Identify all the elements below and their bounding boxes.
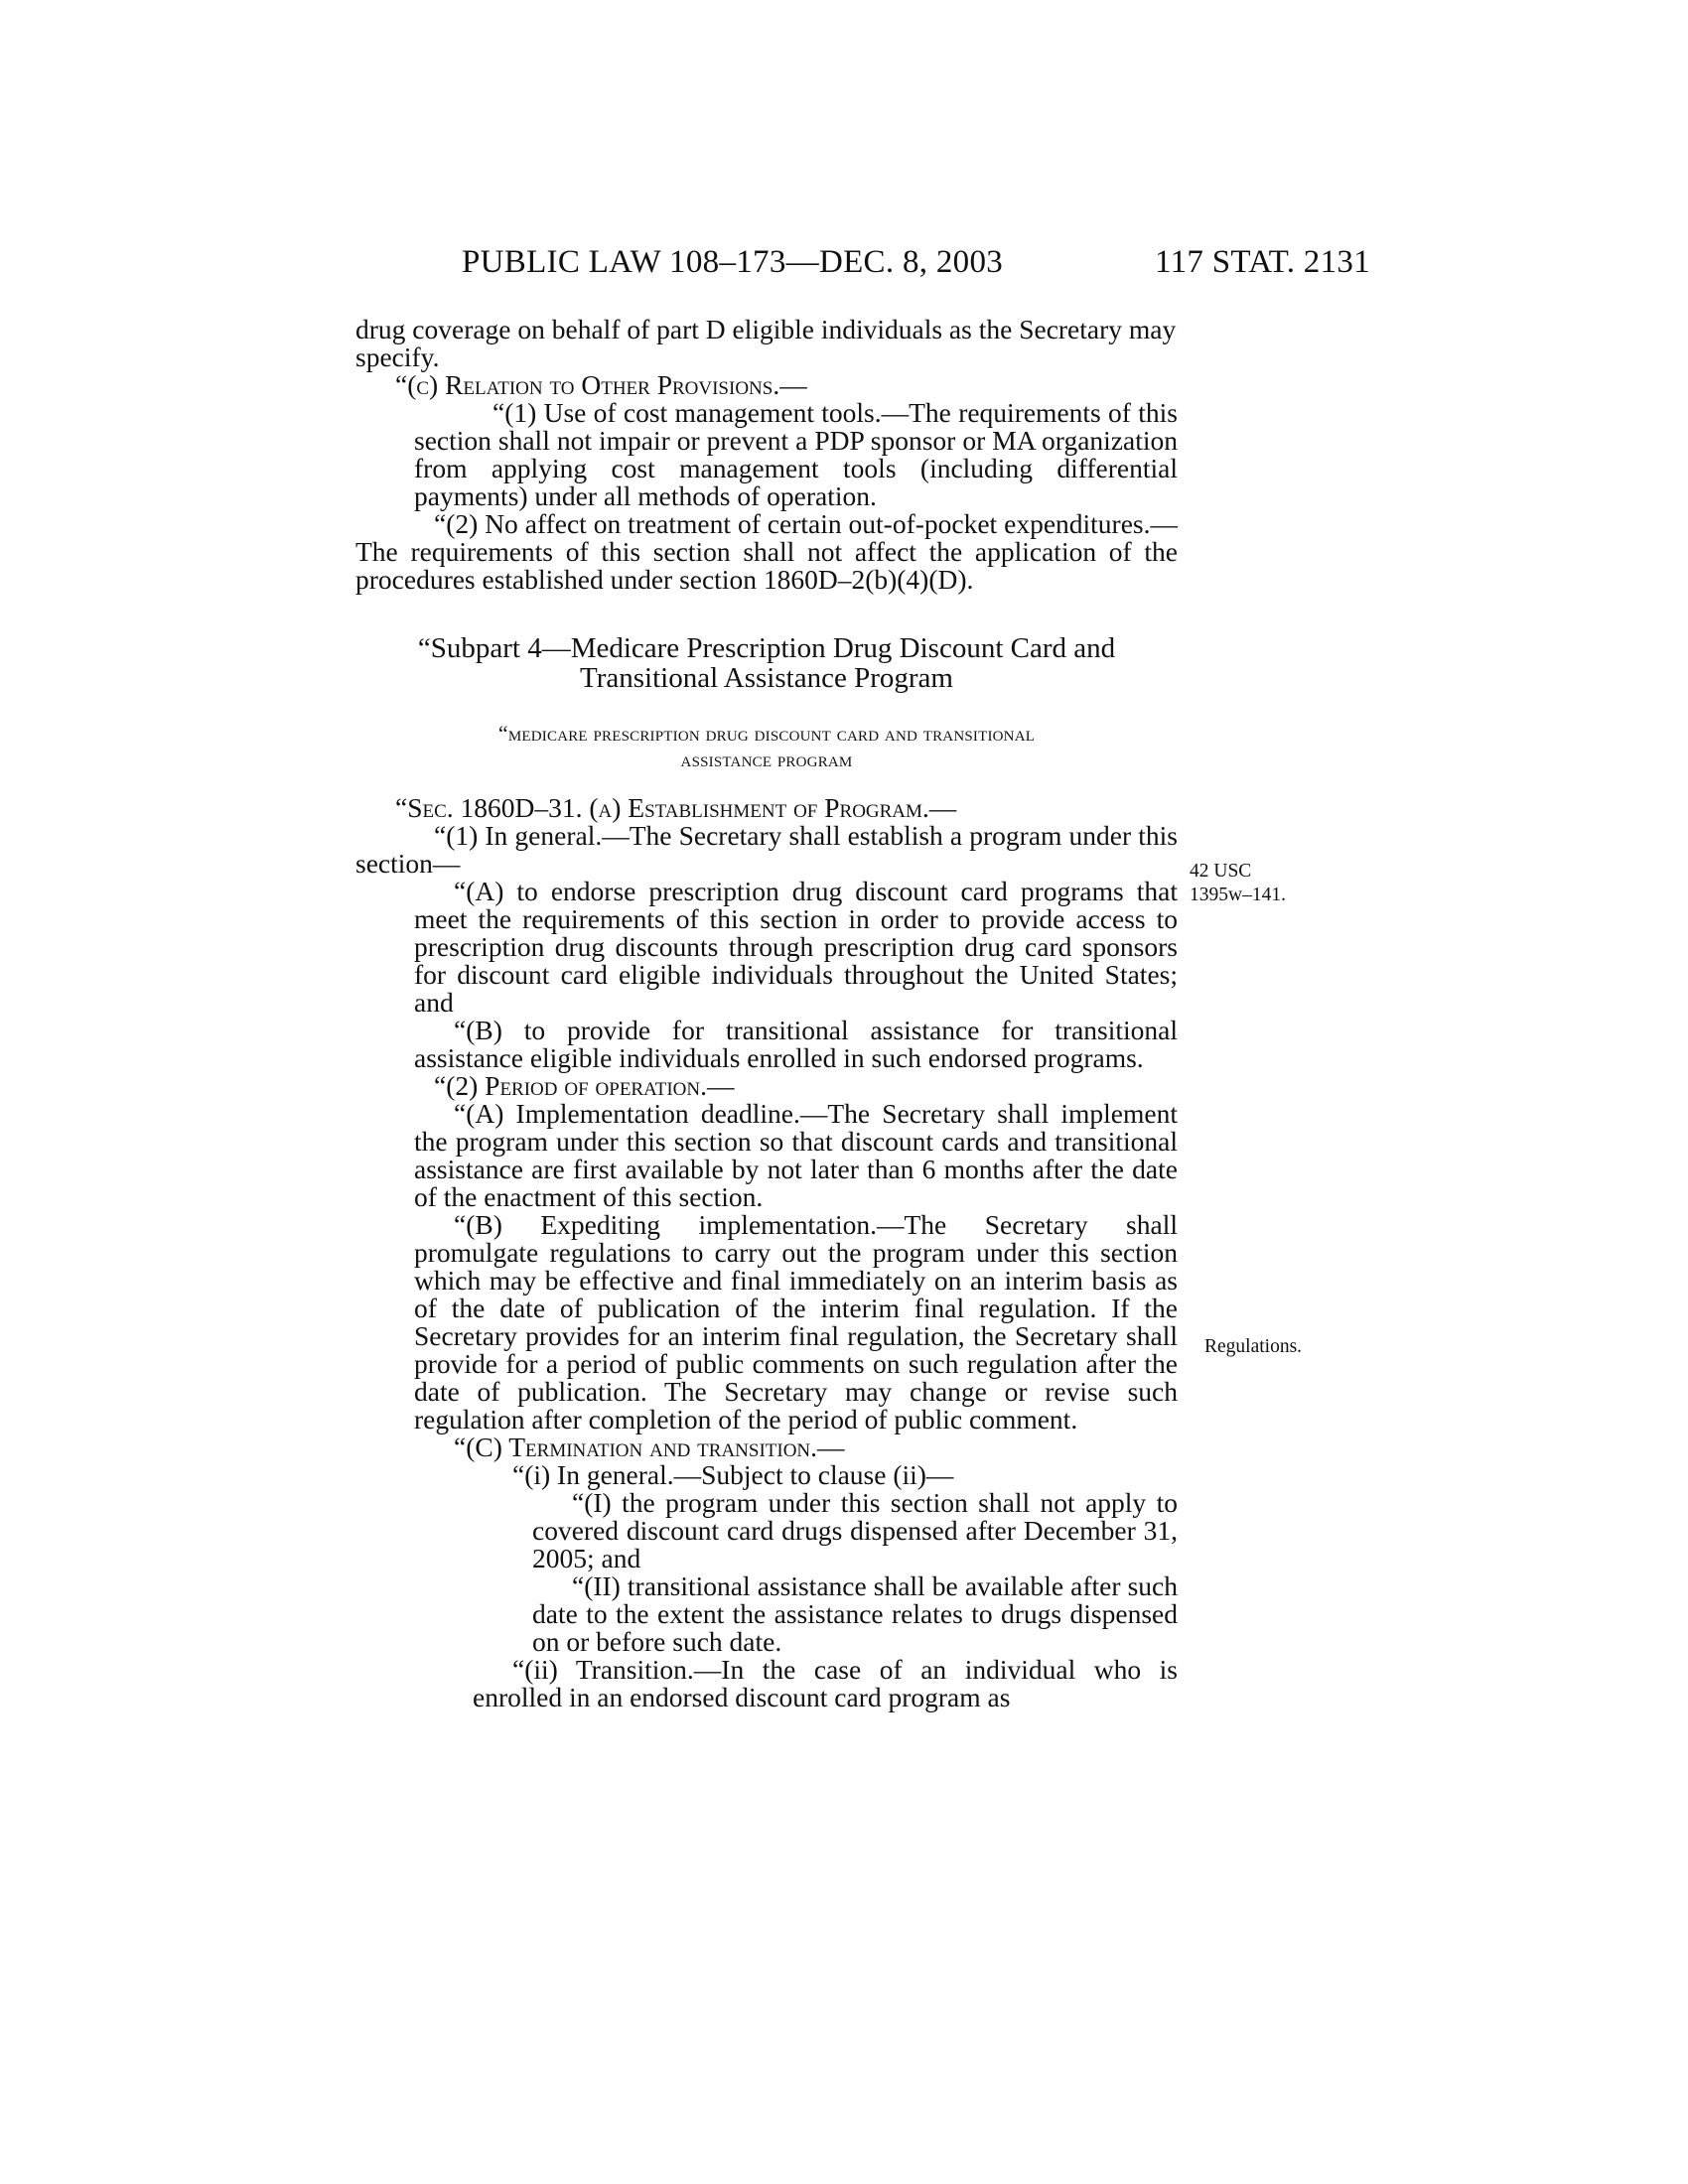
margin-note-usc-line1: 42 USC bbox=[1190, 861, 1252, 882]
subpart-heading-line2: Transitional Assistance Program bbox=[580, 662, 953, 694]
subclause-a2CiII: “(II) transitional assistance shall be available after such date to the extent the assistance relates to drugs dispensed on or before such date. bbox=[532, 1570, 1178, 1657]
paragraph-a2-heading: “(2) Period of operation.— bbox=[434, 1070, 735, 1101]
subparagraph-a1A: “(A) to endorse prescription drug discount card programs that meet the requirements of this section in order to provide access to prescription drug discounts through prescription drug card sponsors for discount card eligible individuals throughout the United States; and bbox=[414, 876, 1178, 1018]
margin-note-regulations: Regulations. bbox=[1204, 1336, 1303, 1357]
section-heading-line1: “medicare prescription drug discount card and transitional bbox=[497, 721, 1036, 746]
margin-note-usc-line2: 1395w–141. bbox=[1190, 885, 1286, 905]
clause-a2Ci: “(i) In general.—Subject to clause (ii)— bbox=[512, 1459, 954, 1490]
page-number: 117 STAT. 2131 bbox=[1155, 244, 1370, 280]
subparagraph-a2A: “(A) Implementation deadline.—The Secretary shall implement the program under this section so that discount cards and transitional assistance are first available by not later than 6 months after the date of the enactment of this section. bbox=[414, 1098, 1178, 1212]
paragraph-a1: “(1) In general.—The Secretary shall establish a program under this section— bbox=[355, 820, 1178, 879]
running-head-title: PUBLIC LAW 108–173—DEC. 8, 2003 bbox=[462, 244, 1004, 280]
section-1860D-31-heading: “Sec. 1860D–31. (a) Establishment of Program.— bbox=[395, 792, 957, 823]
statute-text bbox=[355, 316, 1178, 1711]
paragraph-continuation: drug coverage on behalf of part D eligible individuals as the Secretary may specify. bbox=[355, 314, 1177, 372]
clause-a2Cii: “(ii) Transition.—In the case of an individual who is enrolled in an endorsed discount card program as bbox=[473, 1654, 1178, 1712]
section-heading-line2: assistance program bbox=[680, 747, 853, 771]
subpart-heading-line1: “Subpart 4—Medicare Prescription Drug Discount Card and bbox=[417, 632, 1116, 664]
subparagraph-a2C-heading: “(C) Termination and transition.— bbox=[454, 1432, 845, 1462]
paragraph-c1: “(1) Use of cost management tools.—The requirements of this section shall not impair or prevent a PDP sponsor or MA organization from applying cost management tools (including differential payments) under all methods of operation. bbox=[414, 397, 1178, 511]
margin-note-usc bbox=[1190, 860, 1286, 907]
subparagraph-a2B: “(B) Expediting implementation.—The Secretary shall promulgate regulations to carry out the program under this section which may be effective and final immediately on an interim basis as of the date of publication of the interim final regulation. If the Secretary provides for an interim final regulation, the Secretary shall provide for a period of public comments on such regulation after the date of publication. The Secretary may change or revise such regulation after completion of the period of public comment. bbox=[414, 1209, 1178, 1434]
subsection-c-heading: “(c) Relation to Other Provisions.— bbox=[395, 369, 807, 400]
paragraph-c2: “(2) No affect on treatment of certain out-of-pocket expenditures.—The requirements of this section shall not affect the application of the procedures established under section 1860D–2(b)(4)(D). bbox=[355, 508, 1178, 595]
subparagraph-a1B: “(B) to provide for transitional assistance for transitional assistance eligible individuals enrolled in such endorsed programs. bbox=[414, 1015, 1178, 1073]
page-header bbox=[462, 244, 1370, 294]
subclause-a2CiI: “(I) the program under this section shall not apply to covered discount card drugs dispensed after December 31, 2005; and bbox=[532, 1487, 1178, 1573]
